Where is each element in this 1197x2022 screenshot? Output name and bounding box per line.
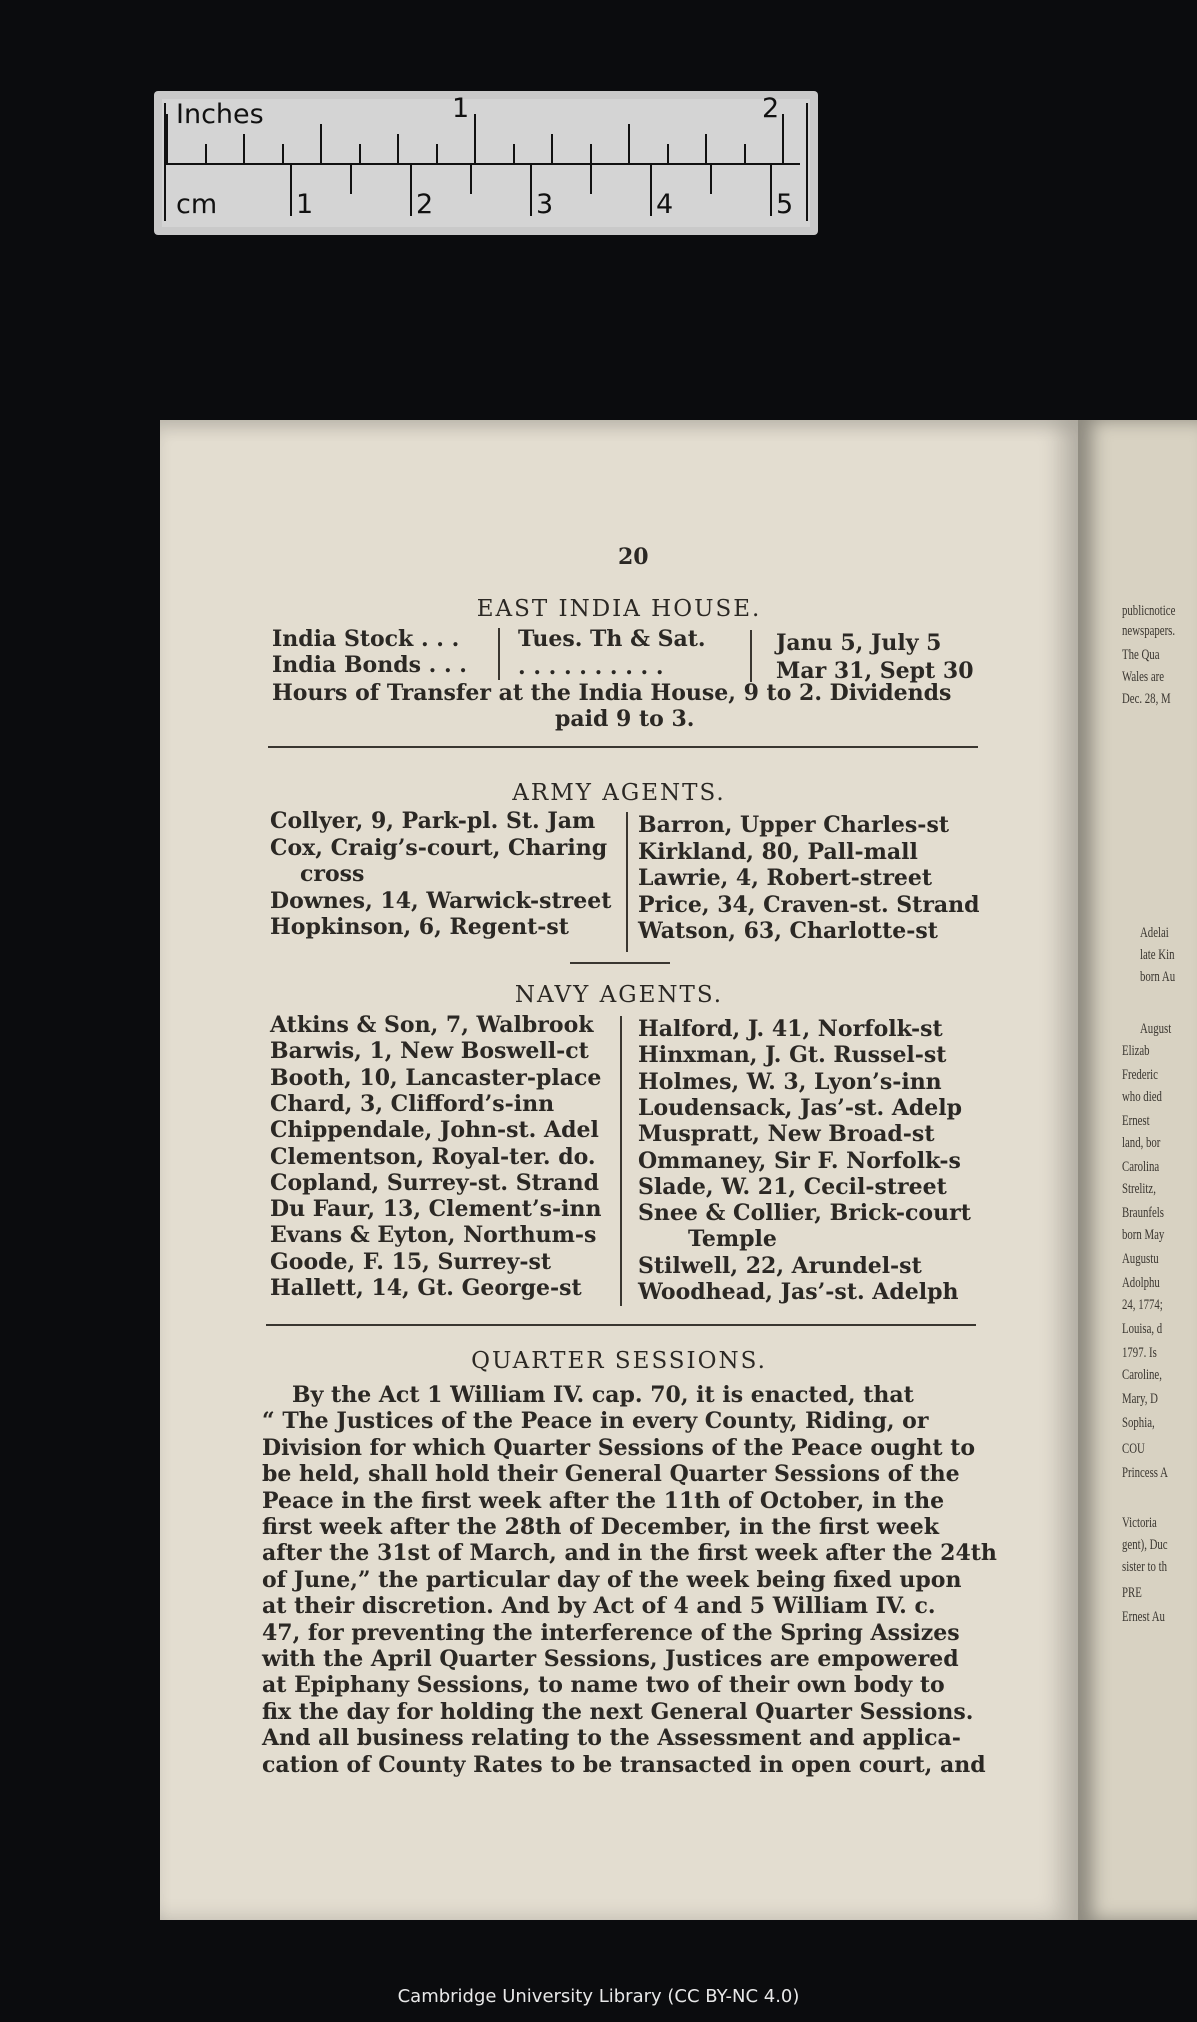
quarter-sessions-text-line: cation of County Rates to be transacted in open court, and: [262, 1751, 986, 1778]
measurement-ruler: [154, 91, 818, 235]
army-agent-entry: Watson, 63, Charlotte-st: [638, 918, 938, 944]
facing-page-text-fragment: Caroline,: [1122, 1367, 1162, 1383]
army-agent-entry: Kirkland, 80, Pall-mall: [638, 838, 918, 865]
ruler-inch-tick: [436, 144, 438, 164]
ruler-cm-tick: [290, 164, 292, 216]
navy-agent-entry: Chard, 3, Clifford’s-inn: [270, 1090, 555, 1117]
ruler-inch-tick: [782, 114, 784, 164]
ruler-cm-tick: [590, 164, 592, 194]
ruler-cm-tick: [710, 164, 712, 194]
navy-agent-entry: Evans & Eyton, Northum-s: [270, 1222, 597, 1249]
navy-agents-heading: NAVY AGENTS.: [514, 982, 724, 1008]
facing-page-text-fragment: 1797. Is: [1122, 1345, 1157, 1361]
navy-agent-entry: Woodhead, Jas’-st. Adelph: [638, 1279, 959, 1305]
facing-page-text-fragment: newspapers.: [1122, 623, 1176, 639]
quarter-sessions-text-line: first week after the 28th of December, in the first week: [262, 1514, 940, 1540]
east-india-bonds-name: India Bonds . . .: [272, 652, 467, 678]
ruler-inch-tick: [513, 144, 515, 164]
quarter-sessions-text-line: fix the day for holding the next General Quarter Sessions.: [262, 1698, 974, 1725]
navy-agent-entry: Loudensack, Jas’-st. Adelp: [638, 1094, 963, 1121]
army-agent-entry: Cox, Craig’s-court, Charing: [270, 834, 608, 861]
navy-agent-entry: Muspratt, New Broad-st: [638, 1121, 935, 1148]
facing-page-text-fragment: Wales are: [1122, 669, 1165, 685]
image-credit: Cambridge University Library (CC BY-NC 4.0): [397, 1986, 800, 2007]
ruler-cm-tick: [470, 164, 472, 194]
facing-page-text-fragment: PRE: [1122, 1585, 1142, 1601]
section-rule: [266, 1324, 976, 1326]
navy-agent-entry: Holmes, W. 3, Lyon’s-inn: [638, 1068, 942, 1095]
east-india-stock-name: India Stock . . .: [272, 626, 460, 652]
facing-page-text-fragment: COU: [1122, 1441, 1145, 1457]
quarter-sessions-text-line: be held, shall hold their General Quarter Sessions of the: [262, 1461, 960, 1488]
ruler-inch-mark: 2: [762, 93, 780, 124]
ruler-cm-mark: 1: [296, 189, 314, 220]
ruler-inches-label: Inches: [176, 99, 264, 130]
ruler-inch-tick: [590, 144, 592, 164]
ruler-cm-mark: 3: [536, 189, 554, 220]
ruler-inch-tick: [282, 144, 284, 164]
navy-agent-entry: Clementson, Royal-ter. do.: [270, 1143, 596, 1170]
navy-agent-entry: Goode, F. 15, Surrey-st: [270, 1248, 552, 1275]
navy-agent-entry: Du Faur, 13, Clement’s-inn: [270, 1196, 602, 1223]
ruler-cm-label: cm: [176, 189, 218, 220]
facing-page-text-fragment: Victoria: [1122, 1515, 1157, 1531]
navy-agent-entry: Hinxman, J. Gt. Russel-st: [638, 1042, 947, 1069]
quarter-sessions-text-line: at Epiphany Sessions, to name two of their own body to: [262, 1672, 945, 1699]
ruler-inch-tick: [320, 124, 322, 164]
column-divider: [750, 630, 752, 682]
navy-agent-entry: Atkins & Son, 7, Walbrook: [270, 1012, 594, 1038]
ruler-inch-tick: [166, 114, 168, 164]
army-agent-entry: cross: [300, 861, 365, 887]
facing-page-text-fragment: born Au: [1140, 969, 1176, 985]
facing-page-text-fragment: sister to th: [1122, 1559, 1167, 1575]
facing-page-text-fragment: publicnotice: [1122, 603, 1176, 619]
quarter-sessions-text-line: And all business relating to the Assessment and applica-: [262, 1725, 961, 1752]
book-page: [160, 420, 1078, 1920]
ruler-inch-tick: [667, 144, 669, 164]
facing-page-text-fragment: Frederic: [1122, 1067, 1158, 1083]
ruler-cm-tick: [770, 164, 772, 216]
section-rule: [268, 746, 978, 748]
facing-page-text-fragment: Mary, D: [1122, 1391, 1158, 1407]
facing-page-text-fragment: Princess A: [1122, 1465, 1168, 1481]
quarter-sessions-text-line: at their discretion. And by Act of 4 and 5 William IV. c.: [262, 1593, 936, 1620]
navy-agent-entry: Booth, 10, Lancaster-place: [270, 1064, 602, 1091]
ruler-inch-tick: [705, 134, 707, 164]
army-agent-entry: Downes, 14, Warwick-street: [270, 887, 612, 914]
facing-page-text-fragment: 24, 1774;: [1122, 1297, 1163, 1313]
facing-page-text-fragment: The Qua: [1122, 647, 1160, 663]
quarter-sessions-text-line: with the April Quarter Sessions, Justices are empowered: [262, 1646, 959, 1672]
army-agents-heading: ARMY AGENTS.: [512, 780, 726, 806]
navy-agent-entry: Temple: [688, 1226, 777, 1253]
quarter-sessions-heading: QUARTER SESSIONS.: [471, 1348, 767, 1374]
quarter-sessions-text-line: Peace in the first week after the 11th of October, in the: [262, 1487, 945, 1514]
quarter-sessions-text-line: By the Act 1 William IV. cap. 70, it is enacted, that: [292, 1382, 914, 1408]
quarter-sessions-text-line: of June,” the particular day of the week being fixed upon: [262, 1566, 962, 1593]
short-rule: [570, 962, 670, 964]
ruler-cm-mark: 5: [776, 189, 794, 220]
column-divider: [498, 628, 500, 680]
east-india-stock-days: Tues. Th & Sat.: [518, 626, 706, 652]
army-agent-entry: Collyer, 9, Park-pl. St. Jam: [270, 808, 596, 834]
navy-agent-entry: Barwis, 1, New Boswell-ct: [270, 1038, 589, 1065]
ruler-inch-tick: [397, 134, 399, 164]
navy-agent-entry: Stilwell, 22, Arundel-st: [638, 1252, 922, 1279]
navy-agent-entry: Hallett, 14, Gt. George-st: [270, 1275, 582, 1301]
page-number: 20: [618, 544, 649, 570]
ruler-inch-tick: [243, 134, 245, 164]
east-india-stock-dates: Janu 5, July 5: [776, 630, 942, 656]
ruler-inch-tick: [474, 114, 476, 164]
ruler-inch-tick: [744, 144, 746, 164]
army-agent-entry: Barron, Upper Charles-st: [638, 812, 949, 838]
facing-page-text-fragment: Ernest Au: [1122, 1609, 1165, 1625]
facing-page-text-fragment: who died: [1122, 1089, 1162, 1105]
dividend-hours: paid 9 to 3.: [555, 706, 695, 732]
navy-agent-entry: Slade, W. 21, Cecil-street: [638, 1173, 947, 1200]
facing-page-text-fragment: Sophia,: [1122, 1415, 1155, 1431]
navy-agent-entry: Copland, Surrey-st. Strand: [270, 1169, 599, 1196]
ruler-cm-tick: [650, 164, 652, 216]
facing-page-text-fragment: Adelai: [1140, 925, 1169, 941]
ruler-inch-tick: [359, 144, 361, 164]
east-india-heading: EAST INDIA HOUSE.: [476, 596, 762, 622]
transfer-hours: Hours of Transfer at the India House, 9 to 2. Dividends: [272, 680, 952, 706]
east-india-bonds-dates: Mar 31, Sept 30: [776, 658, 974, 684]
column-divider: [626, 812, 628, 952]
facing-page-text-fragment: born May: [1122, 1227, 1165, 1243]
navy-agent-entry: Halford, J. 41, Norfolk-st: [638, 1016, 943, 1042]
quarter-sessions-text-line: after the 31st of March, and in the first week after the 24th: [262, 1540, 997, 1567]
army-agent-entry: Lawrie, 4, Robert-street: [638, 865, 933, 891]
ruler-cm-tick: [530, 164, 532, 216]
ruler-inch-tick: [551, 134, 553, 164]
navy-agent-entry: Snee & Collier, Brick-court: [638, 1200, 971, 1227]
facing-page-text-fragment: Braunfels: [1122, 1205, 1164, 1221]
army-agent-entry: Hopkinson, 6, Regent-st: [270, 914, 569, 940]
facing-page-text-fragment: Strelitz,: [1122, 1181, 1156, 1197]
facing-page-text-fragment: Carolina: [1122, 1159, 1160, 1175]
facing-page-text-fragment: Dec. 28, M: [1122, 691, 1171, 707]
ruler-inch-mark: 1: [452, 93, 470, 124]
navy-agent-entry: Ommaney, Sir F. Norfolk-s: [638, 1147, 961, 1174]
ruler-inch-tick: [628, 124, 630, 164]
ruler-cm-tick: [350, 164, 352, 194]
facing-page-text-fragment: Adolphu: [1122, 1275, 1160, 1291]
ruler-cm-mark: 2: [416, 189, 434, 220]
ruler-cm-tick: [410, 164, 412, 216]
east-india-bonds-days: . . . . . . . . . .: [518, 654, 664, 680]
navy-agent-entry: Chippendale, John-st. Adel: [270, 1117, 599, 1144]
ruler-cm-mark: 4: [656, 189, 674, 220]
quarter-sessions-text-line: 47, for preventing the interference of the Spring Assizes: [262, 1619, 960, 1646]
army-agent-entry: Price, 34, Craven-st. Strand: [638, 891, 980, 918]
facing-page-text-fragment: Ernest: [1122, 1113, 1150, 1129]
column-divider: [620, 1016, 622, 1306]
quarter-sessions-text-line: Division for which Quarter Sessions of the Peace ought to: [262, 1434, 976, 1461]
facing-page-text-fragment: Louisa, d: [1122, 1321, 1163, 1337]
facing-page-text-fragment: late Kin: [1140, 947, 1175, 963]
ruler-right-edge: [806, 103, 808, 221]
facing-page-text-fragment: Elizab: [1122, 1043, 1150, 1059]
facing-page-text-fragment: land, bor: [1122, 1135, 1161, 1151]
facing-page-text-fragment: gent), Duc: [1122, 1537, 1168, 1553]
facing-page-text-fragment: August: [1140, 1021, 1172, 1037]
ruler-inch-tick: [205, 144, 207, 164]
quarter-sessions-text-line: “ The Justices of the Peace in every County, Riding, or: [262, 1408, 929, 1435]
facing-page-text-fragment: Augustu: [1122, 1251, 1159, 1267]
